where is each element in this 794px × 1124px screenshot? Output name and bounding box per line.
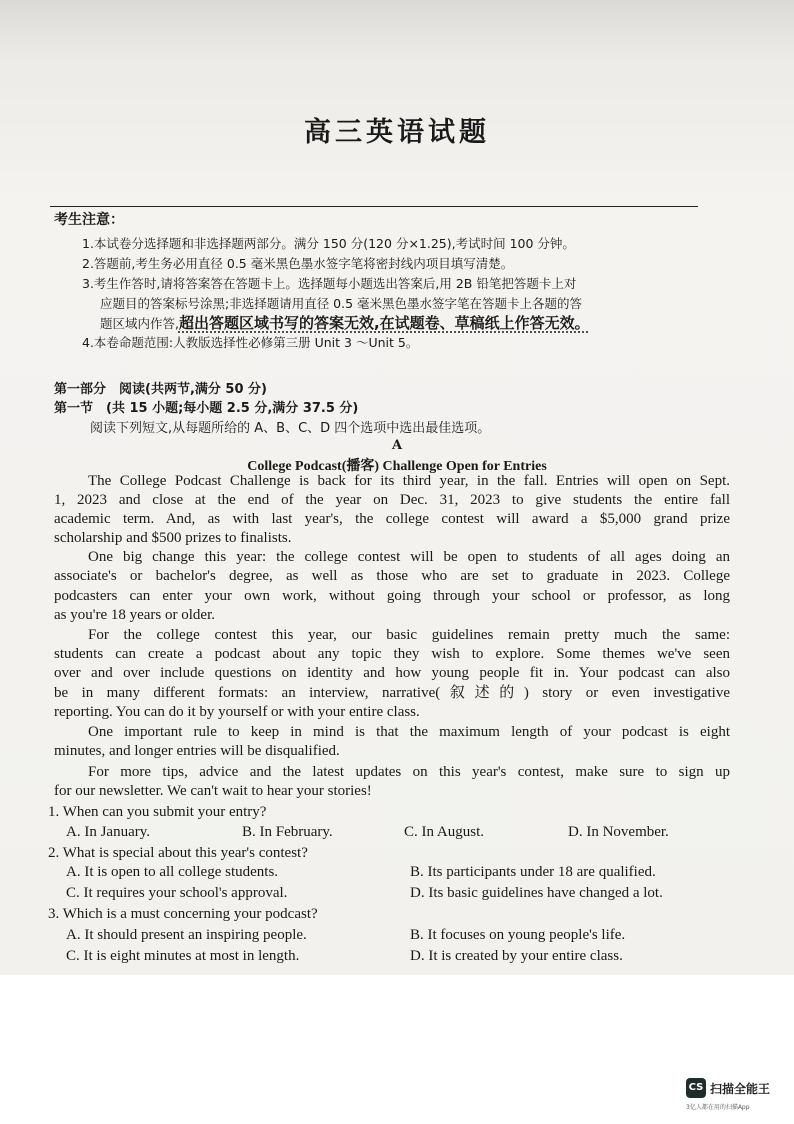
notice-item-3-cont: 应题目的答案标号涂黑;非选择题请用直径 0.5 毫米黑色墨水签字笔在答题卡上各题的答 bbox=[100, 296, 583, 311]
question-1-stem: 1. When can you submit your entry? bbox=[48, 804, 267, 820]
notice-item-2: 2.答题前,考生务必用直径 0.5 毫米黑色墨水签字笔将密封线内项目填写清楚。 bbox=[82, 256, 514, 271]
notice-heading: 考生注意： bbox=[54, 212, 124, 228]
passage-line-12: be in many different formats: an interview, narrative(叙述的) story or even investigative bbox=[54, 685, 730, 701]
notice-item-3-tail: 题区域内作答, bbox=[100, 316, 179, 331]
notice-emphasis: 超出答题区域书写的答案无效,在试题卷、草稿纸上作答无效。 bbox=[178, 314, 590, 332]
page-title: 高三英语试题 bbox=[304, 117, 490, 148]
scanner-watermark bbox=[686, 1078, 782, 1118]
reading-instruction: 阅读下列短文,从每题所给的 A、B、C、D 四个选项中选出最佳选项。 bbox=[90, 421, 491, 436]
question-1-option-b: B. In February. bbox=[242, 824, 333, 840]
passage-line-5: One big change this year: the college contest will be open to students of all ages doing an bbox=[88, 549, 730, 565]
passage-letter: A bbox=[391, 438, 403, 453]
passage-line-15: minutes, and longer entries will be disqualified. bbox=[54, 743, 340, 759]
passage-line-7: podcasters can enter your own work, without going through your school or professor, as long bbox=[54, 588, 730, 604]
blank-margin bbox=[0, 975, 794, 1124]
question-3-option-d: D. It is created by your entire class. bbox=[410, 948, 623, 964]
passage-line-2: 1, 2023 and close at the end of the year on Dec. 31, 2023 to give students the entire fall bbox=[54, 492, 730, 508]
watermark-tagline: 3亿人都在用的扫描App bbox=[686, 1104, 750, 1111]
passage-line-10: students can create a podcast about any topic they wish to explore. Some themes we've seen bbox=[54, 646, 730, 662]
notice-item-1: 1.本试卷分选择题和非选择题两部分。满分 150 分(120 分×1.25),考试时间 100 分钟。 bbox=[82, 236, 575, 251]
question-2-option-b: B. Its participants under 18 are qualified. bbox=[410, 864, 656, 880]
passage-title: College Podcast(播客) Challenge Open for Entries bbox=[247, 459, 547, 474]
notice-item-3: 3.考生作答时,请将答案答在答题卡上。选择题每小题选出答案后,用 2B 铅笔把答题卡上对 bbox=[82, 276, 577, 291]
question-1-option-a: A. In January. bbox=[66, 824, 151, 840]
question-2-option-c: C. It requires your school's approval. bbox=[66, 885, 288, 901]
passage-line-17: for our newsletter. We can't wait to hear your stories! bbox=[54, 783, 372, 799]
notice-item-3-end bbox=[100, 312, 590, 333]
subsection-heading: 第一节 (共 15 小题;每小题 2.5 分,满分 37.5 分) bbox=[54, 401, 359, 416]
question-3-option-a: A. It should present an inspiring people. bbox=[66, 927, 307, 943]
passage-line-16: For more tips, advice and the latest updates on this year's contest, make sure to sign up bbox=[88, 764, 730, 780]
passage-line-8: as you're 18 years or older. bbox=[54, 607, 215, 623]
question-2-option-d: D. Its basic guidelines have changed a lot. bbox=[410, 885, 663, 901]
passage-line-3: academic term. And, as with last year's, the college contest will award a $5,000 grand prize bbox=[54, 511, 730, 527]
passage-line-4: scholarship and $500 prizes to finalists. bbox=[54, 530, 292, 546]
question-1-option-c: C. In August. bbox=[404, 824, 485, 840]
passage-line-9: For the college contest this year, our basic guidelines remain pretty much the same: bbox=[88, 627, 730, 643]
part-heading: 第一部分 阅读(共两节,满分 50 分) bbox=[54, 382, 267, 397]
notice-item-4: 4.本卷命题范围:人教版选择性必修第三册 Unit 3 ～Unit 5。 bbox=[82, 335, 419, 350]
title-divider bbox=[50, 206, 698, 207]
passage-line-1: The College Podcast Challenge is back for its third year, in the fall. Entries will open on Sept. bbox=[88, 473, 730, 489]
passage-line-6: associate's or bachelor's degree, as well as those who are set to graduate in 2023. College bbox=[54, 568, 730, 584]
camscanner-logo-icon: CS bbox=[686, 1078, 706, 1098]
question-3-option-c: C. It is eight minutes at most in length. bbox=[66, 948, 300, 964]
passage-line-14: One important rule to keep in mind is that the maximum length of your podcast is eight bbox=[88, 724, 730, 740]
question-3-stem: 3. Which is a must concerning your podcast? bbox=[48, 906, 318, 922]
question-2-stem: 2. What is special about this year's contest? bbox=[48, 845, 308, 861]
question-1-option-d: D. In November. bbox=[568, 824, 669, 840]
question-2-option-a: A. It is open to all college students. bbox=[66, 864, 279, 880]
passage-line-11: over and over include questions on identity and how young people fit in. Your podcast can also bbox=[54, 665, 730, 681]
question-3-option-b: B. It focuses on young people's life. bbox=[410, 927, 626, 943]
watermark-name: 扫描全能王 bbox=[710, 1082, 771, 1096]
passage-line-13: reporting. You can do it by yourself or with your entire class. bbox=[54, 704, 420, 720]
